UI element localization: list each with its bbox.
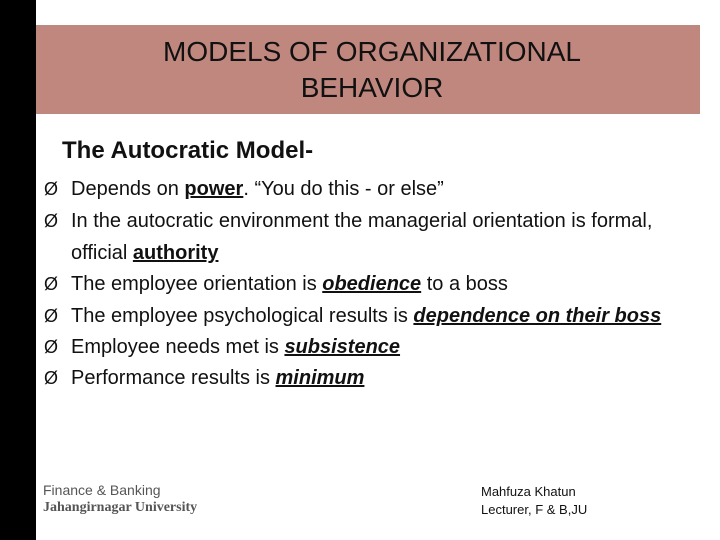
bullet-text: The employee orientation is [71, 273, 323, 295]
bullet-text: Depends on [71, 178, 185, 200]
bullet-list [44, 174, 694, 394]
bullet-text: Performance results is [71, 367, 276, 389]
bullet-text: The employee psychological results is [71, 305, 414, 327]
left-accent-bar [0, 0, 36, 540]
bullet-emphasis: power [184, 178, 244, 200]
footer-department-name: Finance & Banking [43, 482, 161, 498]
bullet-item [44, 363, 694, 394]
footer-author-title: Lecturer, F & B,JU [481, 502, 588, 517]
arrow-bullet-icon: Ø [44, 274, 59, 294]
bullet-emphasis: minimum [275, 367, 365, 389]
arrow-bullet-icon: Ø [44, 306, 59, 326]
title-banner [36, 25, 700, 114]
bullet-text-tail: to a boss [421, 273, 508, 295]
bullet-emphasis: dependence on their boss [413, 305, 662, 327]
slide-subtitle: The Autocratic Model- [62, 137, 314, 164]
bullet-item [44, 332, 694, 363]
slide-title: MODELS OF ORGANIZATIONAL BEHAVIOR [163, 35, 581, 103]
footer-author [481, 483, 587, 519]
bullet-emphasis: obedience [322, 273, 422, 295]
bullet-item [44, 205, 694, 269]
arrow-bullet-icon: Ø [44, 211, 59, 231]
footer-department [43, 481, 197, 517]
bullet-item [44, 269, 694, 300]
arrow-bullet-icon: Ø [44, 368, 59, 388]
bullet-item [44, 300, 694, 332]
footer-university-name: Jahangirnagar University [43, 500, 198, 515]
arrow-bullet-icon: Ø [44, 337, 59, 357]
bullet-text: In the autocratic environment the managerial orientation is formal, official [71, 210, 653, 264]
bullet-emphasis: authority [132, 242, 219, 264]
footer-author-name: Mahfuza Khatun [481, 484, 576, 499]
arrow-bullet-icon: Ø [44, 179, 59, 199]
bullet-text-tail: . “You do this - or else” [243, 178, 444, 200]
bullet-text: Employee needs met is [71, 336, 285, 358]
bullet-item [44, 174, 694, 205]
bullet-emphasis: subsistence [284, 336, 401, 358]
